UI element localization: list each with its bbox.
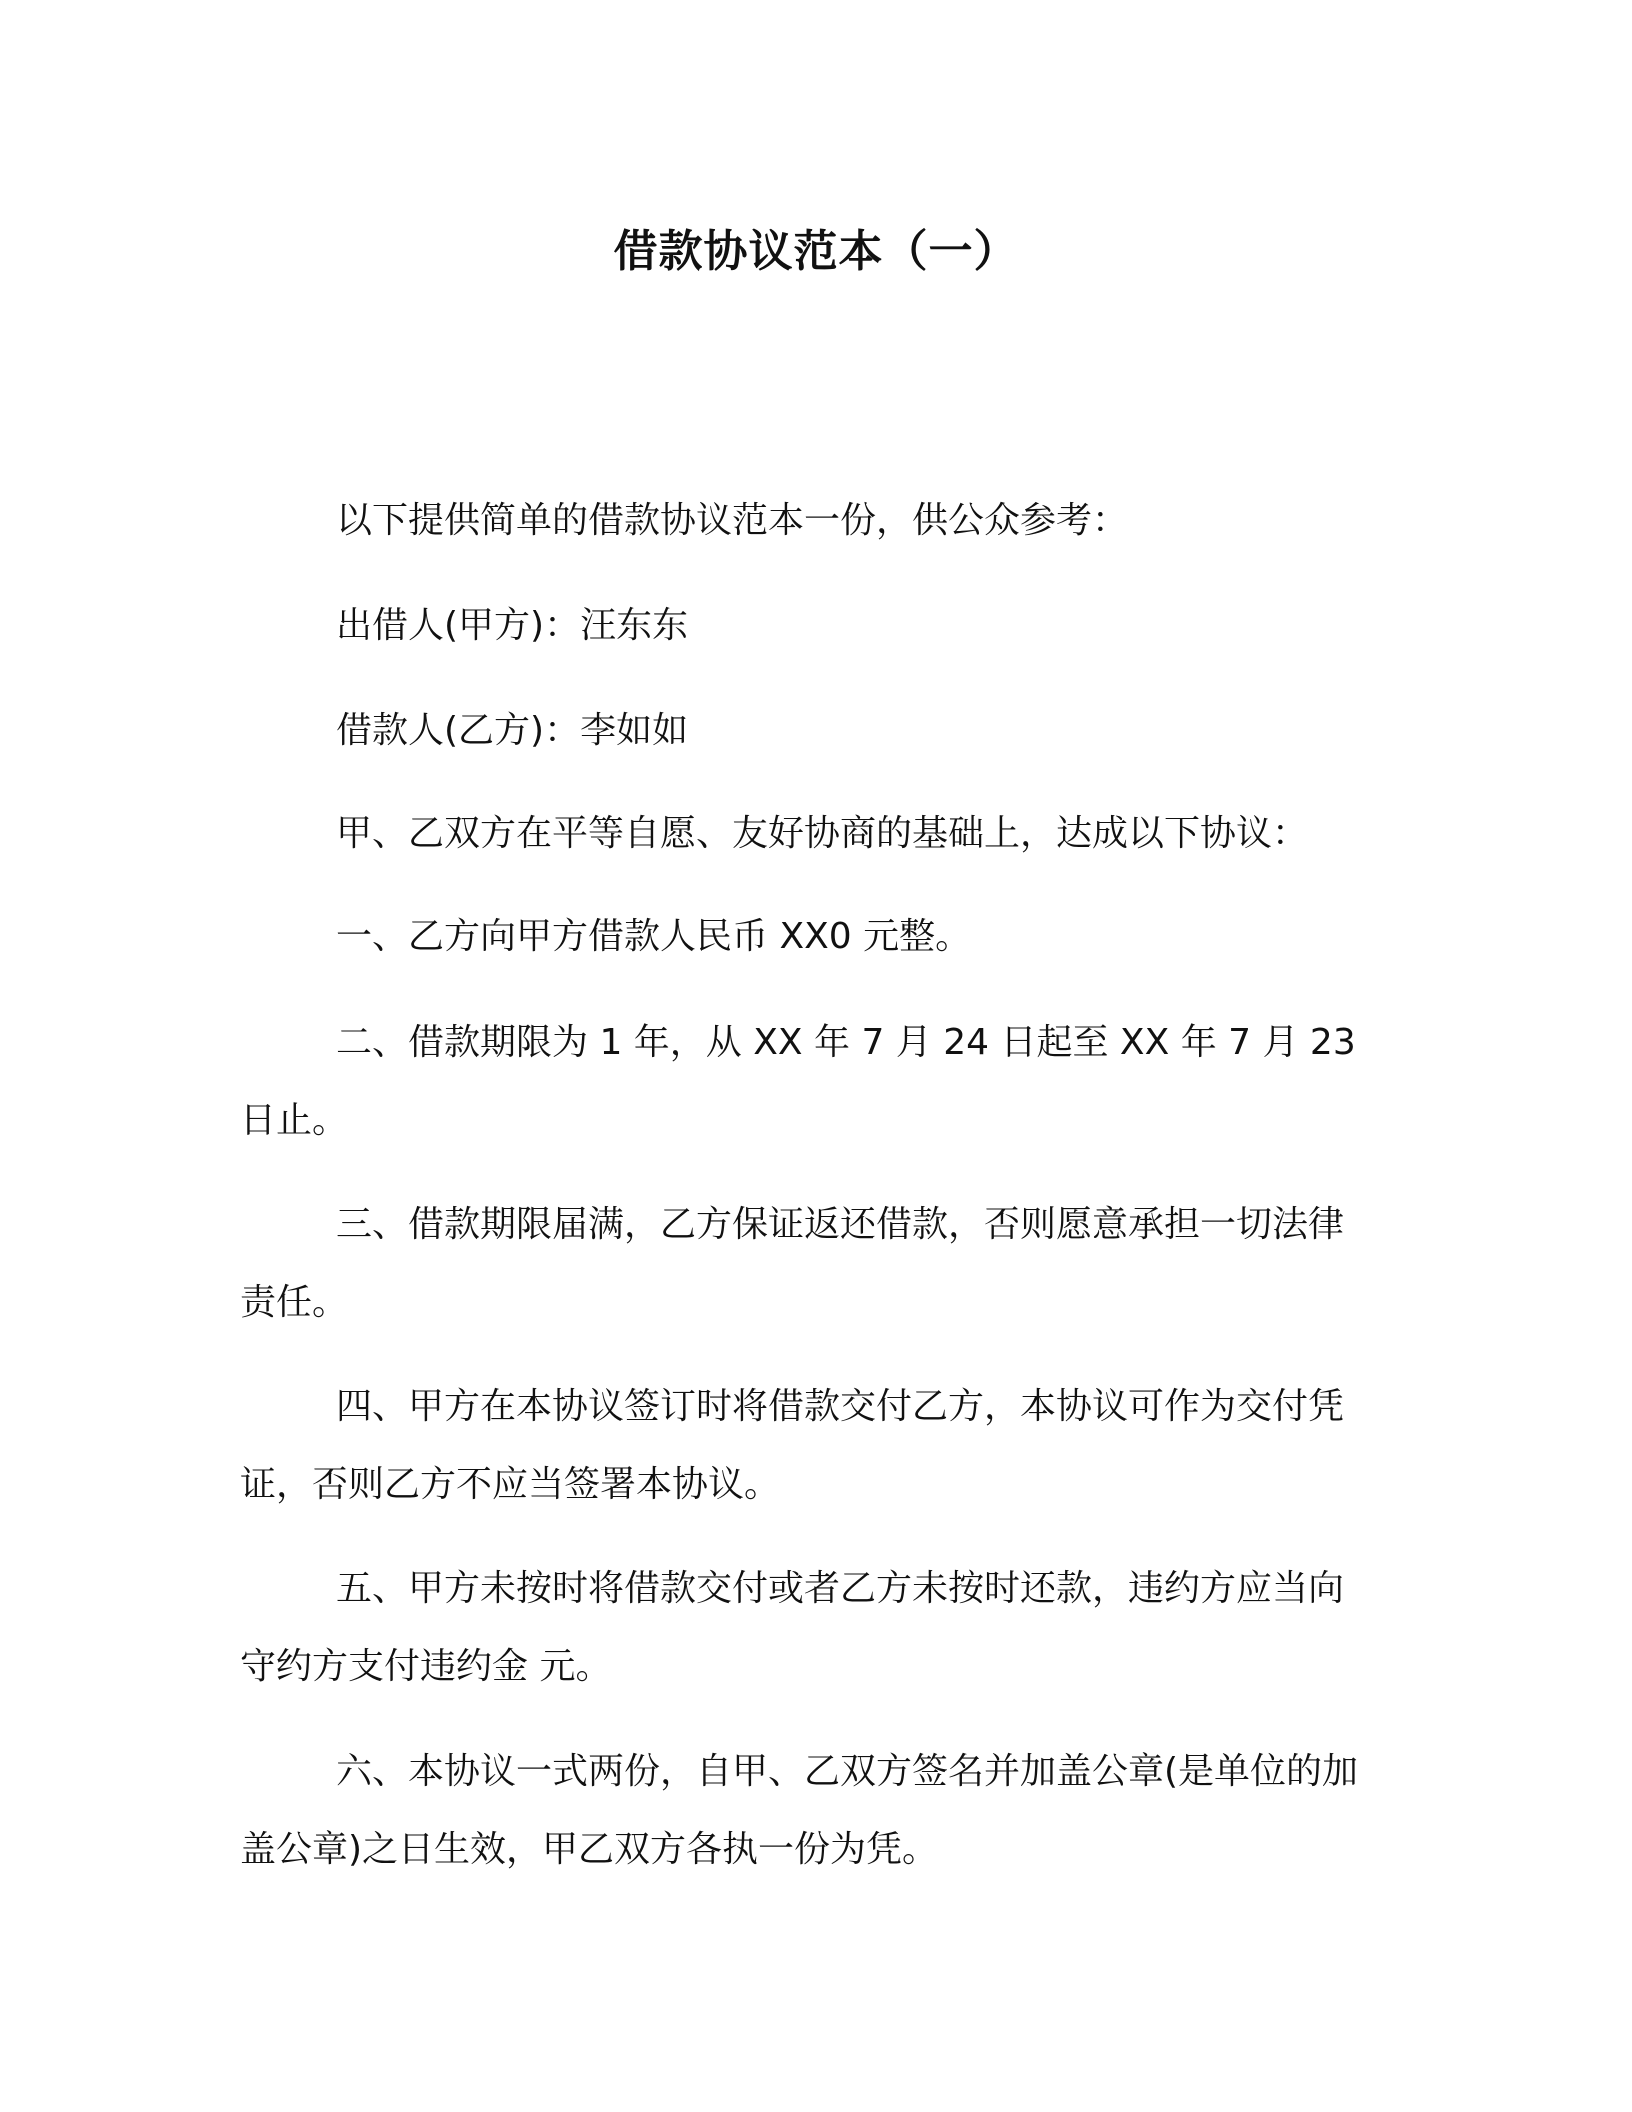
- clause-5: 五、甲方未按时将借款交付或者乙方未按时还款，违约方应当向守约方支付违约金 元。: [240, 1568, 1345, 1687]
- clause-2: 二、借款期限为 1 年，从 XX 年 7 月 24 日起至 XX 年 7 月 23 日止。: [240, 1022, 1356, 1141]
- document-title: 借款协议范本（一）: [613, 226, 1019, 277]
- agreement-paragraph: 甲、乙双方在平等自愿、友好协商的基础上，达成以下协议：: [336, 813, 1309, 854]
- borrower-paragraph: 借款人(乙方)：李如如: [336, 710, 689, 751]
- lender-paragraph: 出借人(甲方)：汪东东: [336, 605, 689, 646]
- clause-6: 六、本协议一式两份，自甲、乙双方签名并加盖公章(是单位的加盖公章)之日生效，甲乙双方各执一份为凭。: [240, 1751, 1359, 1870]
- clause-3: 三、借款期限届满，乙方保证返还借款，否则愿意承担一切法律责任。: [240, 1204, 1345, 1323]
- clause-4: 四、甲方在本协议签订时将借款交付乙方，本协议可作为交付凭证，否则乙方不应当签署本协议。: [240, 1386, 1345, 1505]
- clause-1: 一、乙方向甲方借款人民币 XX0 元整。: [336, 916, 972, 957]
- intro-paragraph: 以下提供简单的借款协议范本一份，供公众参考：: [336, 500, 1129, 541]
